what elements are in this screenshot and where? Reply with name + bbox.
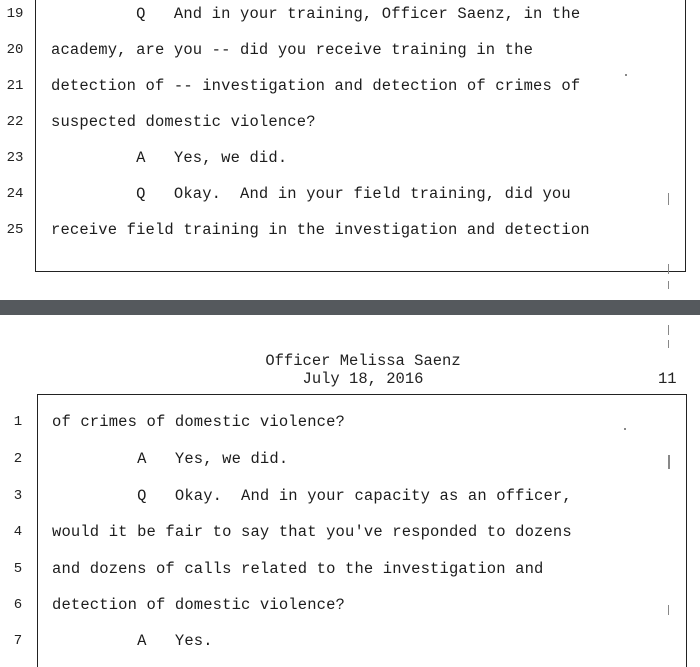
scan-speck — [668, 193, 669, 205]
deposition-date: July 18, 2016 — [302, 370, 424, 388]
line-number: 6 — [13, 597, 23, 613]
transcript-line — [0, 556, 700, 582]
line-text: A Yes, we did. — [51, 149, 288, 167]
transcript-line — [0, 73, 700, 99]
scan-speck — [668, 340, 669, 348]
line-number: 21 — [6, 78, 24, 94]
line-number: 7 — [13, 633, 23, 649]
transcript-line — [0, 409, 700, 435]
transcript-line — [0, 37, 700, 63]
line-text: academy, are you -- did you receive training in the — [51, 41, 534, 59]
transcript-line — [0, 592, 700, 618]
line-number: 19 — [6, 6, 24, 22]
scan-speck — [625, 74, 627, 76]
line-text: would it be fair to say that you've responded to dozens — [52, 523, 572, 541]
line-number: 5 — [13, 561, 23, 577]
line-text: detection of -- investigation and detection of crimes of — [51, 77, 581, 95]
scan-speck — [668, 605, 669, 615]
scan-speck — [668, 281, 669, 289]
transcript-page-top — [0, 0, 700, 300]
page-number: 11 — [658, 370, 677, 388]
transcript-line — [0, 446, 700, 472]
line-text: Q And in your training, Officer Saenz, in the — [51, 5, 581, 23]
line-text: suspected domestic violence? — [51, 113, 316, 131]
line-number: 20 — [6, 42, 24, 58]
line-text: receive field training in the investigation and detection — [51, 221, 590, 239]
transcript-line — [0, 109, 700, 135]
scan-speck — [668, 455, 670, 469]
line-text: A Yes. — [52, 632, 213, 650]
line-text: A Yes, we did. — [52, 450, 289, 468]
line-number: 2 — [13, 451, 23, 467]
line-text: Q Okay. And in your field training, did you — [51, 185, 571, 203]
line-number: 1 — [13, 414, 23, 430]
transcript-line — [0, 217, 700, 243]
scan-speck — [624, 428, 626, 430]
page-separator — [0, 300, 700, 315]
line-number: 25 — [6, 222, 24, 238]
line-number: 24 — [6, 186, 24, 202]
line-text: detection of domestic violence? — [52, 596, 345, 614]
scan-speck — [668, 325, 669, 335]
transcript-line — [0, 181, 700, 207]
line-text: of crimes of domestic violence? — [52, 413, 345, 431]
transcript-line — [0, 1, 700, 27]
transcript-line — [0, 483, 700, 509]
transcript-page-bottom — [0, 315, 700, 667]
line-text: and dozens of calls related to the investigation and — [52, 560, 544, 578]
line-number: 4 — [13, 524, 23, 540]
line-text: Q Okay. And in your capacity as an officer, — [52, 487, 572, 505]
deponent-name: Officer Melissa Saenz — [265, 352, 461, 370]
transcript-line — [0, 519, 700, 545]
line-number: 22 — [6, 114, 24, 130]
line-number: 23 — [6, 150, 24, 166]
transcript-line — [0, 628, 700, 654]
scan-speck — [668, 264, 669, 274]
transcript-line — [0, 145, 700, 171]
line-number: 3 — [13, 488, 23, 504]
